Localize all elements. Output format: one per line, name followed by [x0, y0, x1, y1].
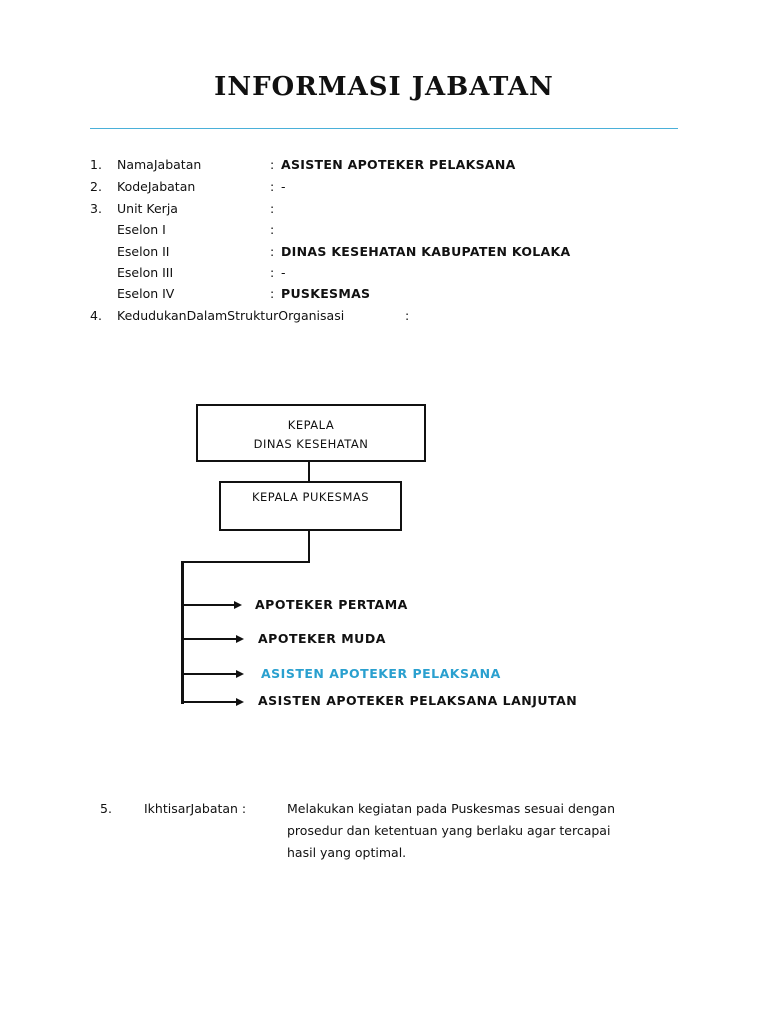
arrow-right-icon	[236, 635, 244, 643]
field-colon: :	[270, 286, 275, 301]
field-value: -	[281, 265, 286, 280]
field-number: 2.	[90, 179, 102, 194]
org-trunk	[181, 561, 184, 704]
field-value: -	[281, 179, 286, 194]
arrow-right-icon	[236, 670, 244, 678]
field-colon: :	[270, 244, 275, 259]
field-number: 1.	[90, 157, 102, 172]
summary-line: prosedur dan ketentuan yang berlaku agar tercapai	[287, 823, 611, 838]
org-box-line: DINAS KESEHATAN	[253, 437, 369, 451]
field-colon: :	[270, 157, 275, 172]
field-colon: :	[270, 201, 275, 216]
field-number: 4.	[90, 308, 102, 323]
arrow-line	[184, 701, 236, 703]
org-box-line: KEPALA	[287, 418, 335, 432]
field-label: KedudukanDalamStrukturOrganisasi	[117, 308, 345, 323]
field-colon: :	[270, 222, 275, 237]
field-colon: :	[405, 308, 410, 323]
org-box-kepala-dinas	[196, 404, 426, 462]
arrow-line	[184, 604, 234, 606]
title-divider	[90, 128, 678, 129]
field-value: DINAS KESEHATAN KABUPATEN KOLAKA	[281, 244, 571, 259]
field-label: Eselon IV	[117, 286, 175, 301]
page-title: INFORMASI JABATAN	[214, 72, 554, 102]
summary-line: Melakukan kegiatan pada Puskesmas sesuai dengan	[287, 801, 616, 816]
field-label: NamaJabatan	[117, 157, 202, 172]
arrow-line	[184, 638, 236, 640]
field-label: Eselon II	[117, 244, 170, 259]
org-branch-label: APOTEKER MUDA	[258, 631, 386, 646]
field-label: Eselon III	[117, 265, 174, 280]
summary-number: 5.	[100, 801, 112, 816]
field-label: KodeJabatan	[117, 179, 196, 194]
field-label: Unit Kerja	[117, 201, 178, 216]
summary-text	[287, 798, 679, 864]
field-number: 3.	[90, 201, 102, 216]
org-branch-label: APOTEKER PERTAMA	[255, 597, 408, 612]
org-box-line: KEPALA PUKESMAS	[251, 490, 370, 504]
org-branch-label-highlight: ASISTEN APOTEKER PELAKSANA	[261, 666, 501, 681]
field-value: ASISTEN APOTEKER PELAKSANA	[281, 157, 516, 172]
arrow-line	[184, 673, 236, 675]
field-value: PUSKESMAS	[281, 286, 371, 301]
org-branch-label: ASISTEN APOTEKER PELAKSANA LANJUTAN	[258, 693, 578, 708]
summary-line: hasil yang optimal.	[287, 845, 407, 860]
field-colon: :	[270, 265, 275, 280]
org-box-kepala-puskesmas	[219, 481, 402, 531]
arrow-right-icon	[236, 698, 244, 706]
field-colon: :	[270, 179, 275, 194]
org-connector	[181, 561, 310, 563]
summary-label: IkhtisarJabatan :	[144, 801, 247, 816]
field-label: Eselon I	[117, 222, 166, 237]
org-connector	[308, 460, 310, 482]
arrow-right-icon	[234, 601, 242, 609]
org-connector	[308, 529, 310, 562]
